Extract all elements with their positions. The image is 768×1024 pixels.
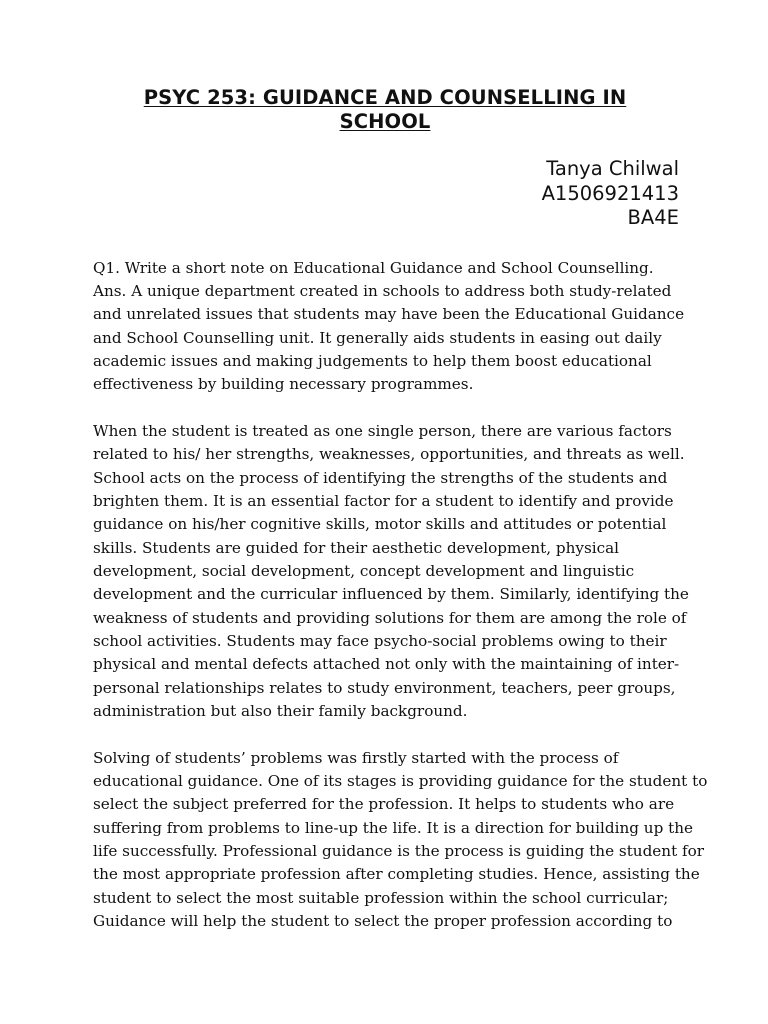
paragraph-line: academic issues and making judgements to help them boost educational (93, 351, 652, 370)
paragraph-line: When the student is treated as one single person, there are various factors (93, 421, 672, 440)
paragraph-line: and unrelated issues that students may have been the Educational Guidance (93, 305, 685, 324)
paragraph-line: development, social development, concept development and linguistic (93, 561, 635, 580)
title-line: PSYC 253: GUIDANCE AND COUNSELLING IN (143, 86, 627, 109)
author-block (93, 157, 679, 231)
paragraph-line: brighten them. It is an essential factor for a student to identify and provide (93, 491, 674, 510)
paragraph-line: personal relationships relates to study environment, teachers, peer groups, (93, 678, 676, 697)
paragraph-line: development and the curricular influenced by them. Similarly, identifying the (93, 585, 689, 604)
paragraph-line: weakness of students and providing solutions for them are among the role of (93, 608, 687, 627)
paragraph (93, 257, 685, 397)
author-id: A1506921413 (541, 181, 679, 205)
paragraph-line: select the subject preferred for the profession. It helps to students who are (93, 795, 675, 814)
paragraph-line: student to select the most suitable profession within the school curricular; (93, 888, 669, 907)
paragraph-line: effectiveness by building necessary programmes. (93, 375, 474, 394)
paragraph-line: suffering from problems to line-up the life. It is a direction for building up the (93, 818, 693, 837)
author-name: Tanya Chilwal (546, 157, 679, 180)
paragraph-line: Solving of students’ problems was firstly started with the process of (93, 748, 619, 767)
paragraph-line: Guidance will help the student to select the proper profession according to (93, 912, 673, 931)
paragraph-line: educational guidance. One of its stages is providing guidance for the student to (93, 772, 708, 791)
paragraph-line: school activities. Students may face psycho-social problems owing to their (93, 632, 667, 650)
document-title (93, 86, 677, 134)
paragraph-line: the most appropriate profession after completing studies. Hence, assisting the (93, 865, 700, 884)
paragraph (93, 420, 689, 723)
paragraph-line: related to his/ her strengths, weaknesses, opportunities, and threats as well. (93, 445, 685, 464)
paragraph-line: Q1. Write a short note on Educational Guidance and School Counselling. (93, 258, 654, 277)
paragraph-line: skills. Students are guided for their aesthetic development, physical (93, 538, 620, 557)
document-page (93, 86, 708, 957)
paragraph-line: School acts on the process of identifying the strengths of the students and (93, 468, 668, 487)
document-body (93, 257, 708, 934)
paragraph-line: life successfully. Professional guidance is the process is guiding the student for (93, 842, 705, 861)
paragraph-line: physical and mental defects attached not only with the maintaining of inter- (93, 655, 680, 674)
paragraph-line: guidance on his/her cognitive skills, motor skills and attitudes or potential (93, 515, 667, 534)
title-line: SCHOOL (339, 110, 431, 133)
paragraph-line: Ans. A unique department created in schools to address both study-related (93, 281, 672, 300)
author-class: BA4E (627, 206, 679, 229)
paragraph-line: and School Counselling unit. It generally aids students in easing out daily (93, 328, 662, 347)
paragraph-line: administration but also their family background. (93, 702, 468, 721)
paragraph (93, 747, 708, 934)
